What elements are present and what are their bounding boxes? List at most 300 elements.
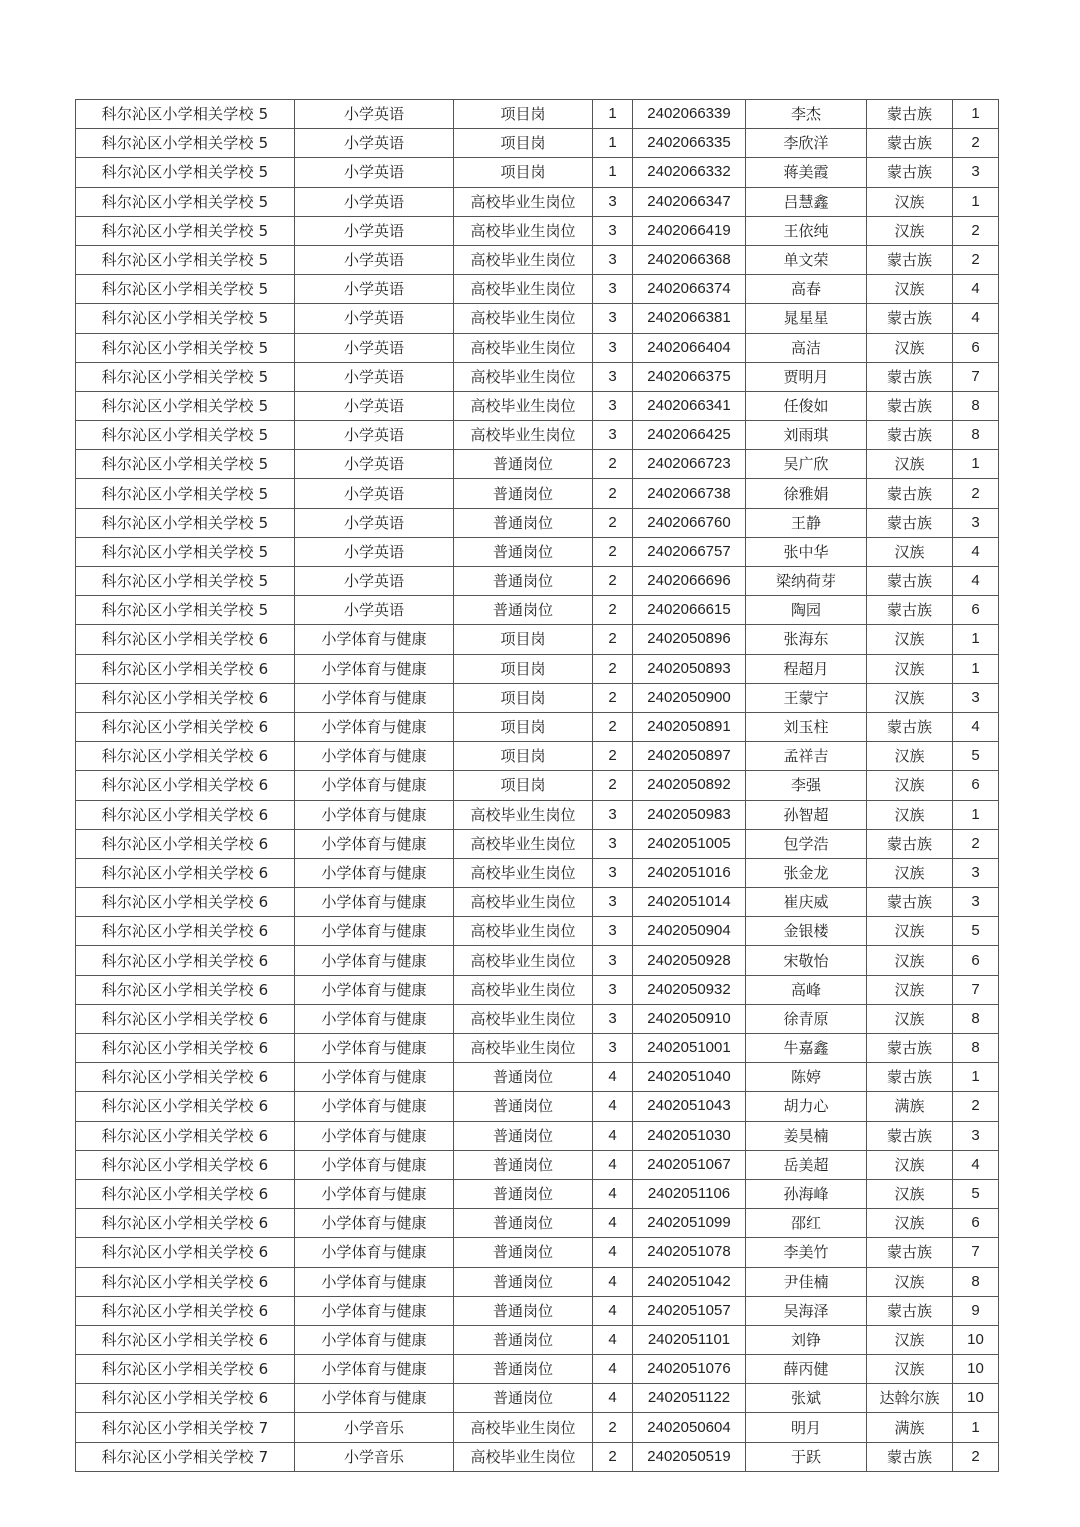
name-cell: 任俊如 bbox=[746, 391, 867, 420]
quota-cell: 4 bbox=[593, 1296, 633, 1325]
subject-cell: 小学英语 bbox=[295, 333, 454, 362]
exam-id-cell: 2402051101 bbox=[633, 1325, 746, 1354]
position-type-cell: 高校毕业生岗位 bbox=[454, 391, 593, 420]
rank-cell: 2 bbox=[953, 1092, 999, 1121]
exam-id-cell: 2402051042 bbox=[633, 1267, 746, 1296]
school-cell: 科尔沁区小学相关学校 5 bbox=[76, 100, 295, 129]
subject-cell: 小学英语 bbox=[295, 391, 454, 420]
subject-cell: 小学体育与健康 bbox=[295, 1325, 454, 1354]
name-cell: 牛嘉鑫 bbox=[746, 1034, 867, 1063]
table-row bbox=[76, 391, 999, 420]
table-row bbox=[76, 654, 999, 683]
school-cell: 科尔沁区小学相关学校 6 bbox=[76, 683, 295, 712]
exam-id-cell: 2402066332 bbox=[633, 158, 746, 187]
quota-cell: 2 bbox=[593, 1413, 633, 1442]
ethnicity-cell: 蒙古族 bbox=[867, 479, 953, 508]
school-cell: 科尔沁区小学相关学校 6 bbox=[76, 1121, 295, 1150]
exam-id-cell: 2402050893 bbox=[633, 654, 746, 683]
rank-cell: 2 bbox=[953, 829, 999, 858]
table-row bbox=[76, 479, 999, 508]
ethnicity-cell: 汉族 bbox=[867, 1150, 953, 1179]
rank-cell: 10 bbox=[953, 1355, 999, 1384]
quota-cell: 3 bbox=[593, 275, 633, 304]
position-type-cell: 普通岗位 bbox=[454, 1092, 593, 1121]
table-row bbox=[76, 1355, 999, 1384]
table-row bbox=[76, 1413, 999, 1442]
subject-cell: 小学英语 bbox=[295, 100, 454, 129]
exam-id-cell: 2402050983 bbox=[633, 800, 746, 829]
ethnicity-cell: 蒙古族 bbox=[867, 391, 953, 420]
name-cell: 晁星星 bbox=[746, 304, 867, 333]
subject-cell: 小学体育与健康 bbox=[295, 888, 454, 917]
subject-cell: 小学英语 bbox=[295, 479, 454, 508]
school-cell: 科尔沁区小学相关学校 5 bbox=[76, 129, 295, 158]
table-row bbox=[76, 1004, 999, 1033]
position-type-cell: 项目岗 bbox=[454, 742, 593, 771]
exam-id-cell: 2402066368 bbox=[633, 245, 746, 274]
name-cell: 高洁 bbox=[746, 333, 867, 362]
name-cell: 张中华 bbox=[746, 537, 867, 566]
subject-cell: 小学体育与健康 bbox=[295, 946, 454, 975]
position-type-cell: 高校毕业生岗位 bbox=[454, 275, 593, 304]
rank-cell: 7 bbox=[953, 1238, 999, 1267]
quota-cell: 2 bbox=[593, 508, 633, 537]
position-type-cell: 项目岗 bbox=[454, 771, 593, 800]
ethnicity-cell: 蒙古族 bbox=[867, 1442, 953, 1471]
ethnicity-cell: 汉族 bbox=[867, 858, 953, 887]
table-row bbox=[76, 333, 999, 362]
exam-id-cell: 2402050904 bbox=[633, 917, 746, 946]
quota-cell: 3 bbox=[593, 858, 633, 887]
school-cell: 科尔沁区小学相关学校 5 bbox=[76, 362, 295, 391]
subject-cell: 小学英语 bbox=[295, 596, 454, 625]
table-row bbox=[76, 683, 999, 712]
ethnicity-cell: 汉族 bbox=[867, 450, 953, 479]
table-row bbox=[76, 1179, 999, 1208]
table-row bbox=[76, 450, 999, 479]
position-type-cell: 普通岗位 bbox=[454, 1121, 593, 1150]
position-type-cell: 普通岗位 bbox=[454, 1296, 593, 1325]
exam-id-cell: 2402051076 bbox=[633, 1355, 746, 1384]
subject-cell: 小学体育与健康 bbox=[295, 742, 454, 771]
rank-cell: 4 bbox=[953, 537, 999, 566]
name-cell: 王静 bbox=[746, 508, 867, 537]
school-cell: 科尔沁区小学相关学校 6 bbox=[76, 1325, 295, 1354]
exam-id-cell: 2402066419 bbox=[633, 216, 746, 245]
position-type-cell: 普通岗位 bbox=[454, 1238, 593, 1267]
quota-cell: 3 bbox=[593, 216, 633, 245]
position-type-cell: 高校毕业生岗位 bbox=[454, 888, 593, 917]
rank-cell: 3 bbox=[953, 858, 999, 887]
name-cell: 张斌 bbox=[746, 1384, 867, 1413]
quota-cell: 1 bbox=[593, 158, 633, 187]
position-type-cell: 普通岗位 bbox=[454, 1179, 593, 1208]
table-body bbox=[76, 100, 999, 1472]
school-cell: 科尔沁区小学相关学校 6 bbox=[76, 829, 295, 858]
school-cell: 科尔沁区小学相关学校 6 bbox=[76, 712, 295, 741]
name-cell: 金银楼 bbox=[746, 917, 867, 946]
exam-id-cell: 2402050928 bbox=[633, 946, 746, 975]
exam-id-cell: 2402066696 bbox=[633, 567, 746, 596]
quota-cell: 4 bbox=[593, 1063, 633, 1092]
name-cell: 刘雨琪 bbox=[746, 421, 867, 450]
exam-id-cell: 2402050891 bbox=[633, 712, 746, 741]
exam-id-cell: 2402066615 bbox=[633, 596, 746, 625]
position-type-cell: 高校毕业生岗位 bbox=[454, 187, 593, 216]
rank-cell: 6 bbox=[953, 1209, 999, 1238]
table-row bbox=[76, 100, 999, 129]
rank-cell: 4 bbox=[953, 567, 999, 596]
ethnicity-cell: 汉族 bbox=[867, 946, 953, 975]
subject-cell: 小学体育与健康 bbox=[295, 1092, 454, 1121]
exam-id-cell: 2402051005 bbox=[633, 829, 746, 858]
position-type-cell: 高校毕业生岗位 bbox=[454, 1413, 593, 1442]
ethnicity-cell: 汉族 bbox=[867, 654, 953, 683]
name-cell: 高春 bbox=[746, 275, 867, 304]
rank-cell: 8 bbox=[953, 1034, 999, 1063]
exam-id-cell: 2402050897 bbox=[633, 742, 746, 771]
rank-cell: 9 bbox=[953, 1296, 999, 1325]
table-row bbox=[76, 1150, 999, 1179]
name-cell: 陈婷 bbox=[746, 1063, 867, 1092]
name-cell: 明月 bbox=[746, 1413, 867, 1442]
name-cell: 梁纳荷芽 bbox=[746, 567, 867, 596]
rank-cell: 5 bbox=[953, 742, 999, 771]
name-cell: 邵红 bbox=[746, 1209, 867, 1238]
name-cell: 崔庆威 bbox=[746, 888, 867, 917]
position-type-cell: 项目岗 bbox=[454, 129, 593, 158]
quota-cell: 3 bbox=[593, 391, 633, 420]
subject-cell: 小学体育与健康 bbox=[295, 1179, 454, 1208]
table-row bbox=[76, 596, 999, 625]
position-type-cell: 普通岗位 bbox=[454, 567, 593, 596]
name-cell: 姜昊楠 bbox=[746, 1121, 867, 1150]
name-cell: 李强 bbox=[746, 771, 867, 800]
ethnicity-cell: 汉族 bbox=[867, 1355, 953, 1384]
exam-id-cell: 2402051099 bbox=[633, 1209, 746, 1238]
quota-cell: 4 bbox=[593, 1238, 633, 1267]
school-cell: 科尔沁区小学相关学校 5 bbox=[76, 158, 295, 187]
table-row bbox=[76, 567, 999, 596]
rank-cell: 6 bbox=[953, 596, 999, 625]
position-type-cell: 高校毕业生岗位 bbox=[454, 1034, 593, 1063]
subject-cell: 小学体育与健康 bbox=[295, 1063, 454, 1092]
exam-id-cell: 2402051122 bbox=[633, 1384, 746, 1413]
table-row bbox=[76, 508, 999, 537]
quota-cell: 2 bbox=[593, 771, 633, 800]
ethnicity-cell: 汉族 bbox=[867, 1179, 953, 1208]
position-type-cell: 高校毕业生岗位 bbox=[454, 245, 593, 274]
ethnicity-cell: 蒙古族 bbox=[867, 1121, 953, 1150]
table-row bbox=[76, 1209, 999, 1238]
subject-cell: 小学体育与健康 bbox=[295, 1296, 454, 1325]
exam-id-cell: 2402066738 bbox=[633, 479, 746, 508]
position-type-cell: 普通岗位 bbox=[454, 596, 593, 625]
ethnicity-cell: 蒙古族 bbox=[867, 888, 953, 917]
quota-cell: 3 bbox=[593, 245, 633, 274]
school-cell: 科尔沁区小学相关学校 6 bbox=[76, 1179, 295, 1208]
quota-cell: 3 bbox=[593, 917, 633, 946]
name-cell: 于跃 bbox=[746, 1442, 867, 1471]
school-cell: 科尔沁区小学相关学校 6 bbox=[76, 1004, 295, 1033]
rank-cell: 4 bbox=[953, 1150, 999, 1179]
school-cell: 科尔沁区小学相关学校 7 bbox=[76, 1442, 295, 1471]
position-type-cell: 高校毕业生岗位 bbox=[454, 858, 593, 887]
subject-cell: 小学音乐 bbox=[295, 1442, 454, 1471]
quota-cell: 2 bbox=[593, 683, 633, 712]
position-type-cell: 高校毕业生岗位 bbox=[454, 304, 593, 333]
subject-cell: 小学体育与健康 bbox=[295, 1004, 454, 1033]
subject-cell: 小学英语 bbox=[295, 216, 454, 245]
position-type-cell: 普通岗位 bbox=[454, 1063, 593, 1092]
ethnicity-cell: 汉族 bbox=[867, 187, 953, 216]
rank-cell: 7 bbox=[953, 975, 999, 1004]
position-type-cell: 项目岗 bbox=[454, 654, 593, 683]
quota-cell: 3 bbox=[593, 333, 633, 362]
rank-cell: 1 bbox=[953, 450, 999, 479]
quota-cell: 3 bbox=[593, 888, 633, 917]
rank-cell: 6 bbox=[953, 946, 999, 975]
subject-cell: 小学体育与健康 bbox=[295, 683, 454, 712]
exam-id-cell: 2402051030 bbox=[633, 1121, 746, 1150]
quota-cell: 4 bbox=[593, 1179, 633, 1208]
rank-cell: 5 bbox=[953, 917, 999, 946]
exam-id-cell: 2402066375 bbox=[633, 362, 746, 391]
name-cell: 王依纯 bbox=[746, 216, 867, 245]
school-cell: 科尔沁区小学相关学校 6 bbox=[76, 888, 295, 917]
school-cell: 科尔沁区小学相关学校 5 bbox=[76, 567, 295, 596]
position-type-cell: 普通岗位 bbox=[454, 537, 593, 566]
position-type-cell: 项目岗 bbox=[454, 625, 593, 654]
ethnicity-cell: 汉族 bbox=[867, 1209, 953, 1238]
ethnicity-cell: 汉族 bbox=[867, 683, 953, 712]
name-cell: 张金龙 bbox=[746, 858, 867, 887]
ethnicity-cell: 蒙古族 bbox=[867, 421, 953, 450]
name-cell: 胡力心 bbox=[746, 1092, 867, 1121]
name-cell: 张海东 bbox=[746, 625, 867, 654]
exam-id-cell: 2402051078 bbox=[633, 1238, 746, 1267]
exam-id-cell: 2402050910 bbox=[633, 1004, 746, 1033]
subject-cell: 小学体育与健康 bbox=[295, 1209, 454, 1238]
table-row bbox=[76, 1325, 999, 1354]
school-cell: 科尔沁区小学相关学校 5 bbox=[76, 187, 295, 216]
exam-id-cell: 2402050900 bbox=[633, 683, 746, 712]
quota-cell: 2 bbox=[593, 567, 633, 596]
ethnicity-cell: 蒙古族 bbox=[867, 1238, 953, 1267]
name-cell: 李美竹 bbox=[746, 1238, 867, 1267]
school-cell: 科尔沁区小学相关学校 6 bbox=[76, 1209, 295, 1238]
table-row bbox=[76, 537, 999, 566]
name-cell: 程超月 bbox=[746, 654, 867, 683]
name-cell: 尹佳楠 bbox=[746, 1267, 867, 1296]
subject-cell: 小学音乐 bbox=[295, 1413, 454, 1442]
position-type-cell: 项目岗 bbox=[454, 158, 593, 187]
ethnicity-cell: 汉族 bbox=[867, 771, 953, 800]
rank-cell: 10 bbox=[953, 1384, 999, 1413]
ethnicity-cell: 满族 bbox=[867, 1092, 953, 1121]
subject-cell: 小学英语 bbox=[295, 304, 454, 333]
name-cell: 高峰 bbox=[746, 975, 867, 1004]
quota-cell: 4 bbox=[593, 1092, 633, 1121]
name-cell: 徐青原 bbox=[746, 1004, 867, 1033]
exam-id-cell: 2402066425 bbox=[633, 421, 746, 450]
table-row bbox=[76, 1238, 999, 1267]
name-cell: 包学浩 bbox=[746, 829, 867, 858]
school-cell: 科尔沁区小学相关学校 5 bbox=[76, 275, 295, 304]
subject-cell: 小学英语 bbox=[295, 508, 454, 537]
quota-cell: 3 bbox=[593, 187, 633, 216]
subject-cell: 小学体育与健康 bbox=[295, 1150, 454, 1179]
quota-cell: 2 bbox=[593, 537, 633, 566]
school-cell: 科尔沁区小学相关学校 6 bbox=[76, 1238, 295, 1267]
subject-cell: 小学英语 bbox=[295, 129, 454, 158]
exam-id-cell: 2402066347 bbox=[633, 187, 746, 216]
table-row bbox=[76, 421, 999, 450]
position-type-cell: 普通岗位 bbox=[454, 479, 593, 508]
table-row bbox=[76, 800, 999, 829]
school-cell: 科尔沁区小学相关学校 6 bbox=[76, 1063, 295, 1092]
ethnicity-cell: 蒙古族 bbox=[867, 1034, 953, 1063]
quota-cell: 1 bbox=[593, 100, 633, 129]
rank-cell: 2 bbox=[953, 216, 999, 245]
rank-cell: 2 bbox=[953, 129, 999, 158]
ethnicity-cell: 汉族 bbox=[867, 333, 953, 362]
ethnicity-cell: 蒙古族 bbox=[867, 829, 953, 858]
exam-id-cell: 2402051057 bbox=[633, 1296, 746, 1325]
position-type-cell: 普通岗位 bbox=[454, 450, 593, 479]
subject-cell: 小学体育与健康 bbox=[295, 800, 454, 829]
position-type-cell: 高校毕业生岗位 bbox=[454, 975, 593, 1004]
exam-id-cell: 2402066341 bbox=[633, 391, 746, 420]
school-cell: 科尔沁区小学相关学校 6 bbox=[76, 742, 295, 771]
name-cell: 贾明月 bbox=[746, 362, 867, 391]
subject-cell: 小学英语 bbox=[295, 158, 454, 187]
name-cell: 孙海峰 bbox=[746, 1179, 867, 1208]
position-type-cell: 高校毕业生岗位 bbox=[454, 1004, 593, 1033]
exam-id-cell: 2402066381 bbox=[633, 304, 746, 333]
school-cell: 科尔沁区小学相关学校 6 bbox=[76, 1092, 295, 1121]
school-cell: 科尔沁区小学相关学校 5 bbox=[76, 421, 295, 450]
table-row bbox=[76, 946, 999, 975]
table-row bbox=[76, 275, 999, 304]
school-cell: 科尔沁区小学相关学校 6 bbox=[76, 946, 295, 975]
name-cell: 孟祥吉 bbox=[746, 742, 867, 771]
rank-cell: 1 bbox=[953, 654, 999, 683]
quota-cell: 3 bbox=[593, 421, 633, 450]
ethnicity-cell: 汉族 bbox=[867, 742, 953, 771]
position-type-cell: 普通岗位 bbox=[454, 1384, 593, 1413]
ethnicity-cell: 汉族 bbox=[867, 975, 953, 1004]
school-cell: 科尔沁区小学相关学校 5 bbox=[76, 537, 295, 566]
ethnicity-cell: 汉族 bbox=[867, 216, 953, 245]
school-cell: 科尔沁区小学相关学校 6 bbox=[76, 1267, 295, 1296]
quota-cell: 2 bbox=[593, 1442, 633, 1471]
school-cell: 科尔沁区小学相关学校 5 bbox=[76, 508, 295, 537]
subject-cell: 小学体育与健康 bbox=[295, 1384, 454, 1413]
school-cell: 科尔沁区小学相关学校 6 bbox=[76, 800, 295, 829]
school-cell: 科尔沁区小学相关学校 6 bbox=[76, 975, 295, 1004]
rank-cell: 6 bbox=[953, 771, 999, 800]
quota-cell: 3 bbox=[593, 304, 633, 333]
position-type-cell: 项目岗 bbox=[454, 683, 593, 712]
school-cell: 科尔沁区小学相关学校 7 bbox=[76, 1413, 295, 1442]
table-row bbox=[76, 1384, 999, 1413]
position-type-cell: 高校毕业生岗位 bbox=[454, 917, 593, 946]
rank-cell: 7 bbox=[953, 362, 999, 391]
exam-id-cell: 2402050896 bbox=[633, 625, 746, 654]
subject-cell: 小学体育与健康 bbox=[295, 654, 454, 683]
name-cell: 薛丙健 bbox=[746, 1355, 867, 1384]
name-cell: 宋敬怡 bbox=[746, 946, 867, 975]
table-row bbox=[76, 187, 999, 216]
quota-cell: 4 bbox=[593, 1355, 633, 1384]
subject-cell: 小学英语 bbox=[295, 187, 454, 216]
position-type-cell: 普通岗位 bbox=[454, 508, 593, 537]
table-row bbox=[76, 829, 999, 858]
name-cell: 刘铮 bbox=[746, 1325, 867, 1354]
ethnicity-cell: 蒙古族 bbox=[867, 1296, 953, 1325]
school-cell: 科尔沁区小学相关学校 5 bbox=[76, 216, 295, 245]
quota-cell: 4 bbox=[593, 1121, 633, 1150]
exam-id-cell: 2402050519 bbox=[633, 1442, 746, 1471]
results-table bbox=[75, 99, 999, 1472]
position-type-cell: 高校毕业生岗位 bbox=[454, 333, 593, 362]
quota-cell: 3 bbox=[593, 829, 633, 858]
rank-cell: 8 bbox=[953, 421, 999, 450]
rank-cell: 3 bbox=[953, 158, 999, 187]
rank-cell: 1 bbox=[953, 100, 999, 129]
ethnicity-cell: 蒙古族 bbox=[867, 245, 953, 274]
name-cell: 单文荣 bbox=[746, 245, 867, 274]
ethnicity-cell: 汉族 bbox=[867, 800, 953, 829]
rank-cell: 3 bbox=[953, 1121, 999, 1150]
ethnicity-cell: 汉族 bbox=[867, 1004, 953, 1033]
exam-id-cell: 2402066335 bbox=[633, 129, 746, 158]
exam-id-cell: 2402050604 bbox=[633, 1413, 746, 1442]
exam-id-cell: 2402051043 bbox=[633, 1092, 746, 1121]
rank-cell: 2 bbox=[953, 245, 999, 274]
ethnicity-cell: 汉族 bbox=[867, 917, 953, 946]
school-cell: 科尔沁区小学相关学校 5 bbox=[76, 333, 295, 362]
ethnicity-cell: 蒙古族 bbox=[867, 596, 953, 625]
table-row bbox=[76, 245, 999, 274]
exam-id-cell: 2402051040 bbox=[633, 1063, 746, 1092]
subject-cell: 小学体育与健康 bbox=[295, 1355, 454, 1384]
ethnicity-cell: 蒙古族 bbox=[867, 362, 953, 391]
quota-cell: 2 bbox=[593, 479, 633, 508]
name-cell: 李杰 bbox=[746, 100, 867, 129]
position-type-cell: 普通岗位 bbox=[454, 1267, 593, 1296]
name-cell: 陶园 bbox=[746, 596, 867, 625]
school-cell: 科尔沁区小学相关学校 6 bbox=[76, 1384, 295, 1413]
ethnicity-cell: 汉族 bbox=[867, 537, 953, 566]
ethnicity-cell: 汉族 bbox=[867, 1267, 953, 1296]
quota-cell: 4 bbox=[593, 1209, 633, 1238]
ethnicity-cell: 汉族 bbox=[867, 275, 953, 304]
rank-cell: 6 bbox=[953, 333, 999, 362]
quota-cell: 4 bbox=[593, 1150, 633, 1179]
ethnicity-cell: 蒙古族 bbox=[867, 1063, 953, 1092]
subject-cell: 小学体育与健康 bbox=[295, 858, 454, 887]
exam-id-cell: 2402051016 bbox=[633, 858, 746, 887]
quota-cell: 3 bbox=[593, 362, 633, 391]
position-type-cell: 项目岗 bbox=[454, 100, 593, 129]
position-type-cell: 高校毕业生岗位 bbox=[454, 946, 593, 975]
quota-cell: 2 bbox=[593, 625, 633, 654]
table-row bbox=[76, 975, 999, 1004]
school-cell: 科尔沁区小学相关学校 6 bbox=[76, 654, 295, 683]
quota-cell: 3 bbox=[593, 800, 633, 829]
